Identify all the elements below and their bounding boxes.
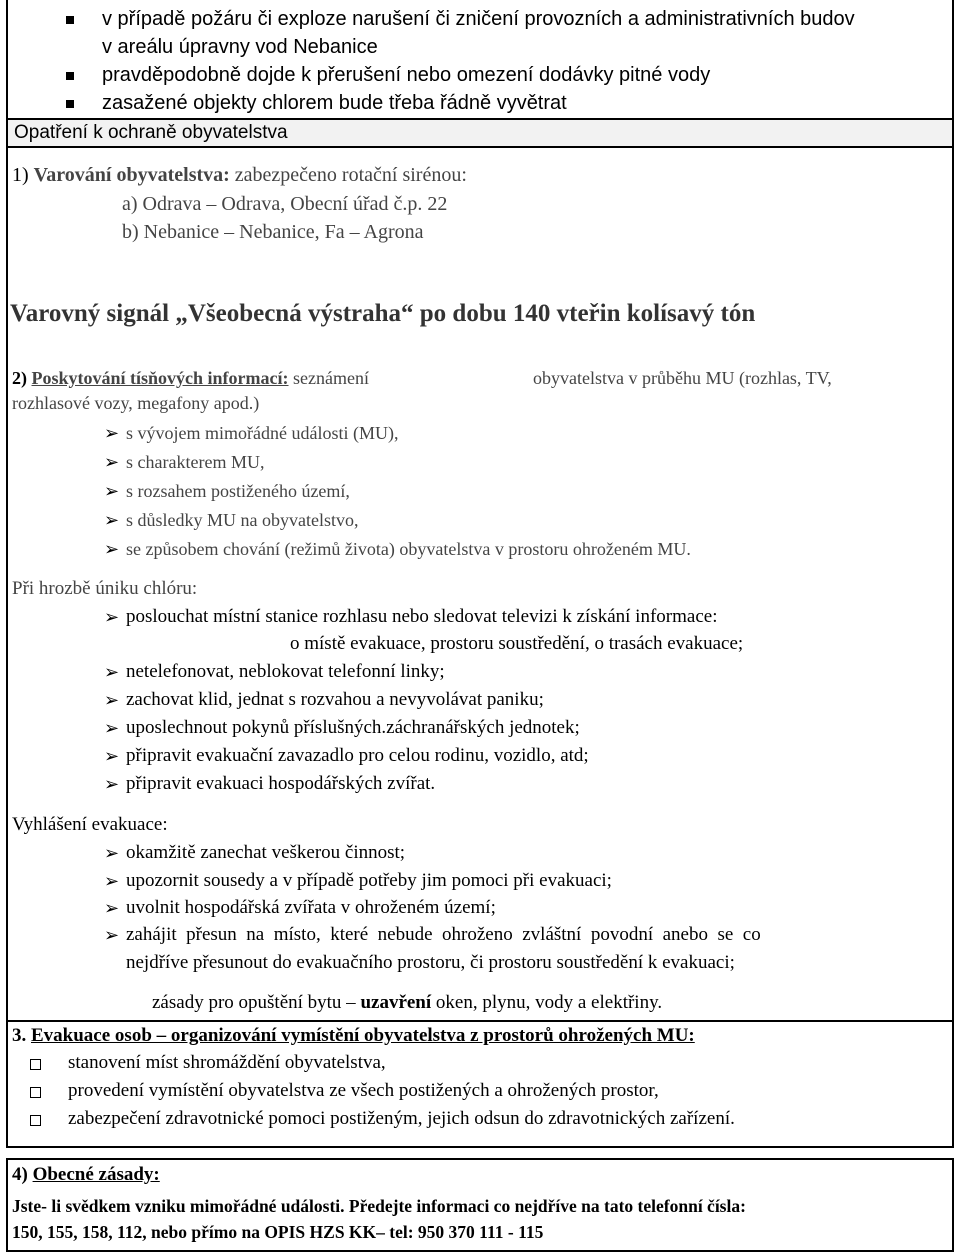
evacuation-item: okamžitě zanechat veškerou činnost;: [126, 842, 406, 863]
section4-heading-line: [12, 1164, 160, 1186]
arrow-bullet-icon: ➢: [104, 843, 120, 864]
chlorine-item: uposlechnout pokynů příslušných.záchranářských jednotek;: [126, 717, 580, 738]
warning-signal: Varovný signál „Všeobecná výstraha“ po dobu 140 vteřin kolísavý tón: [10, 300, 756, 327]
info-item: s charakterem MU,: [126, 452, 265, 472]
chlorine-item: zachovat klid, jednat s rozvahou a nevyvolávat paniku;: [126, 689, 544, 710]
principles-text-c: oken, plynu, vody a elektřiny.: [431, 992, 663, 1013]
evacuation-heading: Vyhlášení evakuace:: [12, 814, 168, 835]
arrow-bullet-icon: ➢: [104, 607, 120, 628]
arrow-bullet-icon: ➢: [104, 871, 120, 892]
arrow-bullet-icon: ➢: [104, 774, 120, 795]
info-heading-line: [12, 368, 369, 389]
info-text-b: obyvatelstva v průběhu MU (rozhlas, TV,: [533, 368, 832, 388]
square-bullet-icon: [66, 100, 74, 108]
info-heading: Poskytování tísňových informací:: [31, 368, 289, 388]
warning-item: b) Nebanice – Nebanice, Fa – Agrona: [122, 221, 424, 243]
principles-text-a: zásady pro opuštění bytu –: [152, 992, 361, 1013]
chlorine-item: netelefonovat, neblokovat telefonní linky;: [126, 661, 445, 682]
principles-emphasis: uzavření: [360, 992, 432, 1013]
section3-number: 3.: [12, 1025, 27, 1046]
section4-heading: Obecné zásady:: [32, 1164, 160, 1185]
warning-heading: Varování obyvatelstva:: [33, 164, 230, 186]
section-divider: [6, 1146, 954, 1148]
warning-text: zabezpečeno rotační sirénou:: [234, 164, 467, 186]
intro-bullet-continuation: v areálu úpravny vod Nebanice: [102, 36, 378, 58]
section4-line: Jste- li svědkem vzniku mimořádné události. Předejte informaci co nejdříve na tato telefonní čísla:: [12, 1196, 746, 1216]
intro-bullet: v případě požáru či exploze narušení či zničení provozních a administrativních budov: [102, 8, 855, 30]
section3-item: stanovení míst shromáždění obyvatelstva,: [68, 1052, 386, 1073]
arrow-bullet-icon: ➢: [104, 718, 120, 739]
square-bullet-icon: [66, 72, 74, 80]
info-item: se způsobem chování (režimů života) obyvatelstva v prostoru ohroženém MU.: [126, 539, 691, 559]
checkbox-square-icon: [30, 1059, 41, 1070]
section3-item: provedení vymístění obyvatelstva ze všech postižených a ohrožených prostor,: [68, 1080, 659, 1101]
info-text-a: seznámení: [293, 368, 369, 388]
section4-number: 4): [12, 1164, 28, 1185]
info-text-c: rozhlasové vozy, megafony apod.): [12, 393, 260, 413]
arrow-bullet-icon: ➢: [104, 452, 120, 473]
checkbox-square-icon: [30, 1087, 41, 1098]
section4-phone-line: 150, 155, 158, 112, nebo přímo na OPIS HZS KK– tel: 950 370 111 - 115: [12, 1222, 544, 1242]
evacuation-principles: [152, 992, 662, 1014]
chlorine-item: připravit evakuaci hospodářských zvířat.: [126, 773, 436, 794]
evacuation-item: uvolnit hospodářská zvířata v ohroženém území;: [126, 897, 496, 918]
arrow-bullet-icon: ➢: [104, 662, 120, 683]
evacuation-item-continuation: nejdříve přesunout do evakuačního prostoru, či prostoru soustředění k evakuaci;: [126, 952, 735, 973]
arrow-bullet-icon: ➢: [104, 423, 120, 444]
chlorine-heading: Při hrozbě úniku chlóru:: [12, 578, 198, 599]
section-header-title: Opatření k ochraně obyvatelstva: [14, 122, 288, 143]
info-number: 2): [12, 368, 27, 388]
intro-bullet: zasažené objekty chlorem bude třeba řádně vyvětrat: [102, 92, 567, 114]
arrow-bullet-icon: ➢: [104, 510, 120, 531]
arrow-bullet-icon: ➢: [104, 898, 120, 919]
evacuation-item: upozornit sousedy a v případě potřeby jim pomoci při evakuaci;: [126, 870, 612, 891]
arrow-bullet-icon: ➢: [104, 539, 120, 560]
checkbox-square-icon: [30, 1115, 41, 1126]
arrow-bullet-icon: ➢: [104, 746, 120, 767]
arrow-bullet-icon: ➢: [104, 925, 120, 946]
warning-number: 1): [12, 164, 29, 186]
warning-heading-line: [12, 164, 467, 187]
square-bullet-icon: [66, 16, 74, 24]
section-divider: [6, 1020, 954, 1022]
chlorine-item: připravit evakuační zavazadlo pro celou rodinu, vozidlo, atd;: [126, 745, 589, 766]
arrow-bullet-icon: ➢: [104, 481, 120, 502]
section3-heading: Evakuace osob – organizování vymístění obyvatelstva z prostorů ohrožených MU:: [31, 1025, 695, 1046]
intro-bullet: pravděpodobně dojde k přerušení nebo omezení dodávky pitné vody: [102, 64, 711, 86]
evacuation-item: zahájit přesun na místo, které nebude ohroženo zvláštní povodní anebo se co: [126, 924, 761, 945]
info-item: s rozsahem postiženého území,: [126, 481, 350, 501]
section3-heading-line: [12, 1025, 695, 1047]
warning-item: a) Odrava – Odrava, Obecní úřad č.p. 22: [122, 193, 448, 215]
info-item: s důsledky MU na obyvatelstvo,: [126, 510, 359, 530]
section-header-bar: [8, 118, 952, 148]
chlorine-subline: o místě evakuace, prostoru soustředění, o trasách evakuace;: [290, 633, 744, 654]
info-item: s vývojem mimořádné události (MU),: [126, 423, 399, 443]
arrow-bullet-icon: ➢: [104, 690, 120, 711]
chlorine-item: poslouchat místní stanice rozhlasu nebo sledovat televizi k získání informace:: [126, 606, 718, 627]
section3-item: zabezpečení zdravotnické pomoci postiženým, jejich odsun do zdravotnických zařízení.: [68, 1108, 735, 1129]
